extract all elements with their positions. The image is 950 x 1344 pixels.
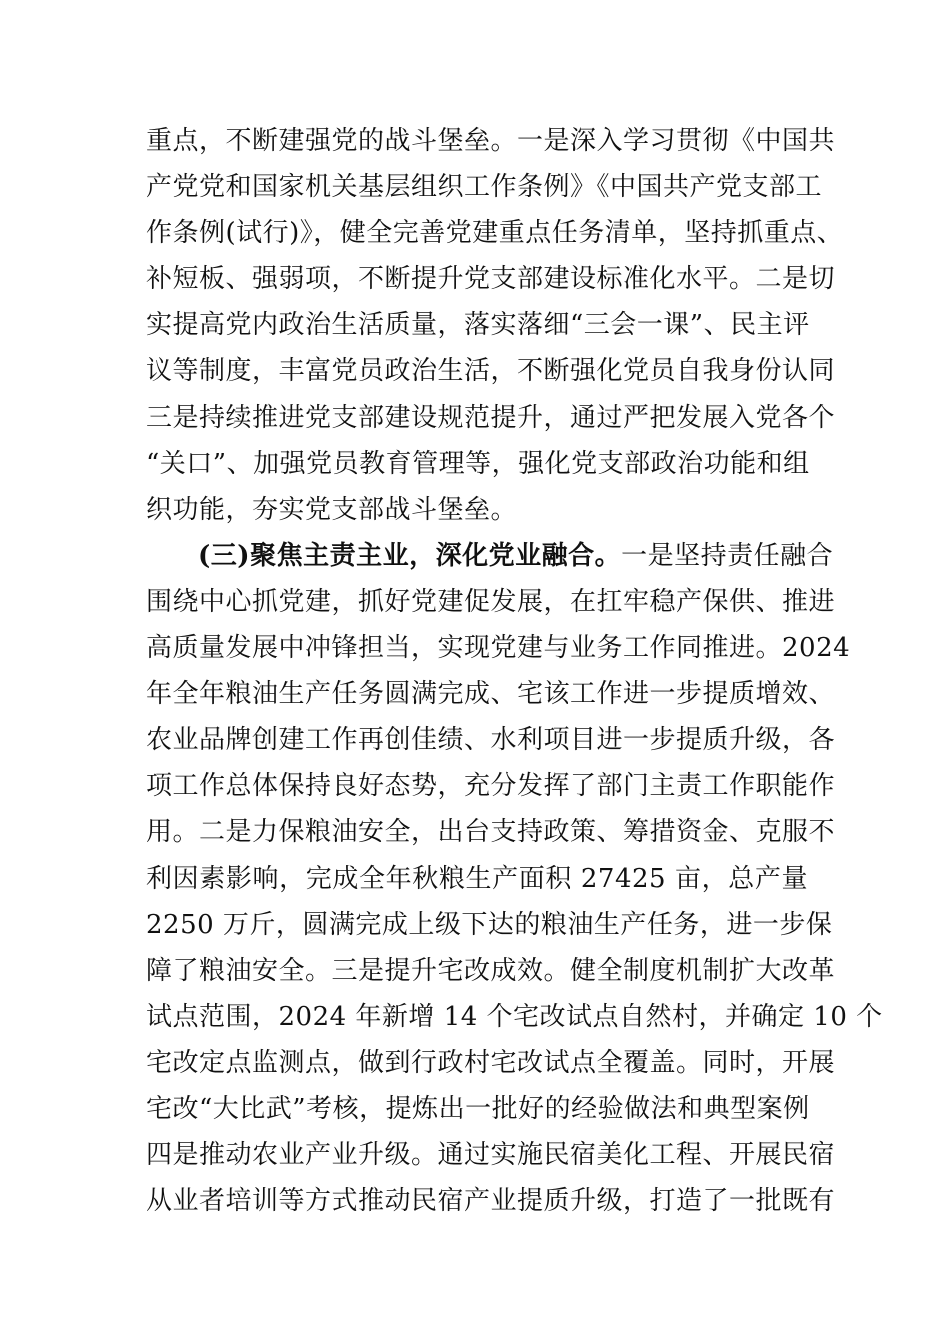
text-line: 补短板、强弱项，不断提升党支部建设标准化水平。二是切: [146, 264, 836, 295]
text-line: 年全年粮油生产任务圆满完成、宅该工作进一步提质增效、: [146, 679, 836, 710]
text-line: 2250 万斤，圆满完成上级下达的粮油生产任务，进一步保: [146, 909, 833, 940]
text-line: 项工作总体保持良好态势，充分发挥了部门主责工作职能作: [146, 771, 836, 802]
text-line: 用。二是力保粮油安全，出台支持政策、筹措资金、克服不: [146, 817, 836, 848]
text-line: 三是持续推进党支部建设规范提升，通过严把发展入党各个: [146, 402, 836, 433]
text-line: 宅改“大比武”考核，提炼出一批好的经验做法和典型案例: [146, 1093, 810, 1124]
document-body: [146, 118, 883, 1224]
section-heading-line: [146, 533, 834, 579]
text-line: 宅改定点监测点，做到行政村宅改试点全覆盖。同时，开展: [146, 1047, 836, 1078]
text-line: 织功能，夯实党支部战斗堡垒。: [146, 494, 518, 525]
text-line: 重点，不断建强党的战斗堡垒。一是深入学习贯彻《中国共: [146, 126, 836, 156]
text-line: 试点范围，2024 年新增 14 个宅改试点自然村，并确定 10 个: [146, 1001, 883, 1032]
text-line: 障了粮油安全。三是提升宅改成效。健全制度机制扩大改革: [146, 955, 836, 986]
text-line: 产党党和国家机关基层组织工作条例》《中国共产党支部工: [146, 172, 823, 203]
text-line: 作条例(试行)》，健全完善党建重点任务清单，坚持抓重点、: [146, 218, 844, 249]
text-line: 四是推动农业产业升级。通过实施民宿美化工程、开展民宿: [146, 1140, 836, 1171]
text-line: 农业品牌创建工作再创佳绩、水利项目进一步提质升级，各: [146, 725, 836, 756]
text-line: 围绕中心抓党建，抓好党建促发展，在扛牢稳产保供、推进: [146, 586, 836, 617]
section-heading-rest: 一是坚持责任融合: [621, 540, 834, 571]
text-line: 利因素影响，完成全年秋粮生产面积 27425 亩，总产量: [146, 863, 808, 894]
text-line: 议等制度，丰富党员政治生活，不断强化党员自我身份认同: [146, 356, 836, 387]
text-line: “关口”、加强党员教育管理等，强化党支部政治功能和组: [146, 448, 810, 479]
text-line: 高质量发展中冲锋担当，实现党建与业务工作同推进。2024: [146, 633, 851, 664]
text-line: 从业者培训等方式推动民宿产业提质升级，打造了一批既有: [146, 1186, 836, 1217]
text-line: 实提高党内政治生活质量，落实落细“三会一课”、民主评: [146, 310, 810, 341]
section-heading: (三)聚焦主责主业，深化党业融合。: [198, 540, 622, 571]
